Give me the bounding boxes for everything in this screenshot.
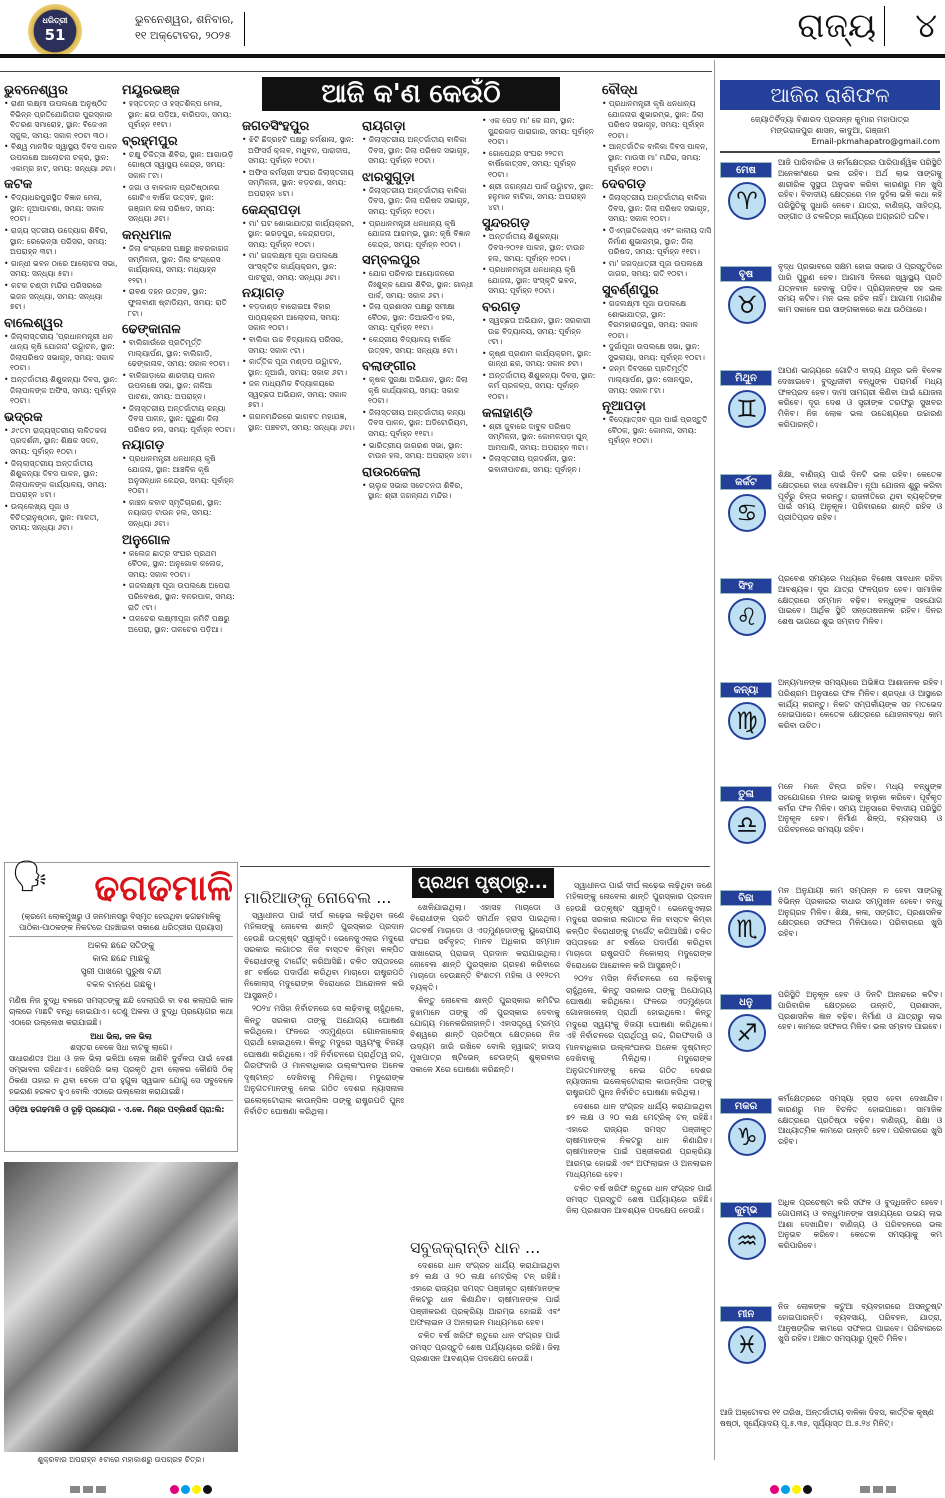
article-paragraph: ଚଳିତ ବର୍ଷ ଖରିଫ ଋତୁରେ ଧାନ ସଂଗ୍ରହ ପାଇଁ ସମସ୍ତ ପ୍ରସ୍ତୁତି ଶେଷ ପର୍ଯ୍ୟାୟରେ ରହିଛି। ଜିଲା ପ୍ରଶାସନ ଆବଶ୍ୟକ ପଦକ୍ଷେପ ନେଉଛି। — [410, 1331, 560, 1364]
sign-forecast: ମନେ ମନେ ଚିନ୍ତା ରହିବ। ମଧ୍ୟ ବନ୍ଧୁଙ୍କ ସହଯୋଗରେ ମନର ଭାରକୁ ହାଲୁକା କରିବେ। ପୂର୍ବକୃତ କର୍ମର ଫଳ ମିଳିବ। ସମୟ ଅନୁସାରେ ବିବାଦୀୟ ପରିସ୍ଥିତି ଅନୁକୂଳ ହେବ। ନିର୍ମାଣ ଶିଳ୍ପ, ବ୍ୟବସାୟ ଓ ପରିବହନରେ ସମସ୍ୟା ରହିବ। — [778, 782, 942, 835]
event-item: • ଝିଟି ଛିଦ୍ରହଟି ପକ୍ଷରୁ କର୍ମଶାଳା, ସ୍ଥାନ: ଅଫିସର୍ସ କ୍ଲବ, ମଧୁବନ, ପାରାଦୀପ, ସମୟ: ପୂର୍ବାହ୍ନ ୧୦ଟା। — [242, 135, 356, 167]
sign-forecast: ଆପଣ ଭାଗ୍ୟରେ ଗୋଟିଏ ବାଦ୍ୟ ଯନ୍ତ୍ର ଭଳି ବିବେକ ଦେଖାଇବେ। ବୁଦ୍ଧିଜୀବୀ ବନ୍ଧୁଙ୍କ ପରାମର୍ଶ ମଧ୍ୟ ଫଳପ୍ରଦ ହେବ। ଦାମୀ ସାମଗ୍ରୀ କିଣିବା ପାଇଁ ଯୋଜନା କରିବେ। ଦୂର ଦେଶ ଓ ସ୍ତ୍ରୀଙ୍କ ତରଫରୁ ସୁଖବର ମିଳିବ। ନିଜ ଲୋକ ଭଲ ଉଦ୍ଦେଶ୍ୟରେ ଉଚ୍ଚାରଣ କରିପାରନ୍ତି। — [778, 366, 942, 429]
zodiac-icon: ♐ — [728, 1014, 766, 1052]
event-item: • ମା' ଘଟ ଶୋଭାଯାତ୍ରା କାର୍ଯ୍ୟକ୍ରମ, ସ୍ଥାନ: ଭରଡ଼ପୁର, କେନ୍ଦ୍ରାପଡ଼ା, ସମୟ: ପୂର୍ବାହ୍ନ ୧୦ଟା। — [242, 219, 356, 251]
event-item: • ଜିଲାସ୍ତରୀୟ ଅନ୍ତର୍ଜାତୀୟ ବାଳିକା ଦିବସ, ସ୍ଥାନ: ଜିଲା ପରିଷଦ ସଭାଗୃହ, ସମୟ: ସକାଳ ୧୦ଟା। — [602, 193, 712, 225]
event-item: • କାର୍ତ୍ତିକ ପୂଜା ମଣ୍ଡପ ଉଦ୍ଘାଟନ, ସ୍ଥାନ: ନୂଆଗାଁ, ସମୟ: ସକାଳ ୬ଟା। — [242, 357, 356, 378]
article-paragraph: ଚଳିତ ବର୍ଷ ଖରିଫ ଋତୁରେ ଧାନ ସଂଗ୍ରହ ପାଇଁ ସମସ୍ତ ପ୍ରସ୍ତୁତି ଶେଷ ପର୍ଯ୍ୟାୟରେ ରହିଛି। ଜିଲା ପ୍ରଶାସନ ଆବଶ୍ୟକ ପଦକ୍ଷେପ ନେଉଛି। — [566, 1183, 712, 1216]
event-item: • ରାଣୀ ଲକ୍ଷ୍ମୀ ଉପଲକ୍ଷେ ଅନୁଷ୍ଠିତ ବିଭିନ୍ନ ପ୍ରତିଯୋଗିତାର ପୁରସ୍କାର ବିତରଣ ସମାରୋହ, ସ୍ଥାନ: ବିଜେଏନ ସ୍କୁଲ, ସମୟ: ସକାଳ ୧୦ଟା ୩୦। — [4, 99, 118, 141]
article-nobel-col1 — [244, 888, 404, 1458]
event-item: • ଜିଲା ପ୍ରଶାସନ ପକ୍ଷରୁ ସମୀକ୍ଷା ବୈଠକ, ସ୍ଥାନ: ଡିଆରଡିଏ ହଲ, ସମୟ: ପୂର୍ବାହ୍ନ ୧୧ଟା। — [362, 302, 476, 334]
sign-name: କୁମ୍ଭ — [720, 1202, 772, 1218]
sign-name: ମିଥୁନ — [720, 370, 772, 386]
district-heading: କେନ୍ଦ୍ରାପଡ଼ା — [242, 202, 301, 218]
sign-name: ଧନୁ — [720, 994, 772, 1010]
zodiac-icon: ♑ — [728, 1118, 766, 1156]
events-column — [362, 116, 476, 860]
proverb-body: ସାଧାରଣତଃ ଅଧା ଓ ଜଳ ଭିଲା ଭଳିଆ ଲୋକ ଜାଣିବି ଦୁର୍ବଳତା ପାଇଁ ବେଶୀ ସମ୍ଭାବନା ରହିଥାଏ। ସେହିପରି ଭଲା ପ୍ରକୃତି ଥିବା ଲୋକର କୌଣସି ଠିକ୍ ଠିକଣା ତାହାର ନ ଥିବା ବେଳେ ତା'ର ହୁଗୁଳା ସ୍ୱଭାବ ଯୋଗୁ ସେ ସବୁବେଳେ ହଇରାଣ ହରକତ ହୁଏ ବୋଲି ଏଠାରେ ଉଲ୍ଲେଖ କରାଯାଇଛି। — [9, 1054, 233, 1096]
color-registration-marks — [170, 1485, 212, 1494]
event-item: • ଜିଲ୍ଲାସ୍ତରୀୟ ଅନ୍ତର୍ଜାତୀୟ ଶିଶୁକନ୍ୟା ଦିବସ ପାଳନ, ସ୍ଥାନ: ଜିଲାପାଳଙ୍କ କାର୍ଯ୍ୟାଳୟ, ସମୟ: ଅପରାହ୍ନ ୪ଟା। — [4, 459, 118, 501]
color-registration-marks — [770, 1485, 812, 1494]
district-heading: ବ୍ରହ୍ମପୁର — [122, 133, 178, 149]
event-item: • ଜିଲାସ୍ତରୀୟ ପ୍ରଦର୍ଶନୀ, ସ୍ଥାନ: ଭବାନୀପାଟଣା, ସମୟ: ପୂର୍ବାହ୍ନ। — [482, 454, 596, 475]
article-nobel-col2 — [410, 902, 560, 1232]
horoscope-sign — [720, 158, 942, 268]
event-item: • ୬୯ତମ ରାଜ୍ୟସ୍ତରୀୟ ଲଳିତକଳା ପ୍ରଦର୍ଶନୀ, ସ୍ଥାନ: ଶିକ୍ଷକ ସଦନ, ସମୟ: ପୂର୍ବାହ୍ନ ୧୦ଟା। — [4, 426, 118, 458]
verse-line: ସ୍ତ୍ରୀ ପାଖରେ ପୁରୁଷ ବନ୍ଦୀ — [80, 967, 162, 977]
event-item: • ଜିଲ୍ଲାସ୍ତରୀୟ 'ପ୍ରଧାନମନ୍ତ୍ରୀ ଧନ ଧାନ୍ୟ କୃଷି ଯୋଜନା' ଉଦ୍ଘାଟନ, ସ୍ଥାନ: ଜିଲାପରିଷଦ ସଭାଗୃହ, ସମୟ: ସକାଳ ୧୦ଟା। — [4, 332, 118, 374]
horoscope-byline — [720, 114, 940, 147]
event-item: • ବିଦ୍ୟୋତ୍ସବ ପୂଜା ପାଇଁ ପ୍ରସ୍ତୁତି ବୈଠକ, ସ୍ଥାନ: କୋମନା, ସମୟ: ପୂର୍ବାହ୍ନ ୧୦ଟା। — [602, 415, 712, 447]
district-heading: ଭଦ୍ରକ — [4, 409, 43, 425]
proverb-heading: ଅଧା ଭିଲା, ଜଳ ଭିଲା — [90, 1032, 152, 1041]
sign-forecast: ପ୍ରବେଶ ସମୟରେ ମଧ୍ୟରେ ବିଶେଷ ସାବଧାନ ରହିବା ଆବଶ୍ୟକ। ଦୂର ଯାତ୍ରା ଫଳପ୍ରଦ ହେବ। ସାମାଜିକ କ୍ଷେତ୍ରରେ ସମ୍ମାନ ବଢ଼ିବ। ବନ୍ଧୁଙ୍କ ସହଯୋଗ ପାଇବେ। ଆର୍ଥିକ ସ୍ଥିତି ସନ୍ତୋଷଜନକ ରହିବ। ଦିନର ଶେଷ ଭାଗରେ ଶୁଭ ସମ୍ବାଦ ମିଳିବ। — [778, 574, 942, 627]
registration-bars — [860, 1486, 896, 1493]
event-item: • ଗଜଲକ୍ଷ୍ମୀ ପୂଜା ଉପଲକ୍ଷେ ଅପେରା ପରିବେଷଣ, ସ୍ଥାନ: ବନରପାଳ, ସମୟ: ରାତି ୯ଟା। — [122, 581, 236, 613]
event-item: • ଅନ୍ତର୍ଜାତୀୟ ଶିଶୁକନ୍ୟା ଦିବସ-୨୦୨୫ ପାଳନ, ସ୍ଥାନ: ଟାଉନ ହଲ, ସମୟ: ପୂର୍ବାହ୍ନ ୧୦ଟା। — [482, 232, 596, 264]
event-item: • ଜିଲାସ୍ତରୀୟ ଅନ୍ତର୍ଜାତୀୟ ବାଳିକା ଦିବସ, ସ୍ଥାନ: ଜିଲା ପରିଷଦ ସଭାଗୃହ, ସମୟ: ପୂର୍ବାହ୍ନ ୧୦ଟା। — [362, 186, 476, 218]
event-item: • ଜନ୍ମ ଦିବସରେ ପ୍ରତିମୂର୍ତ୍ତି ମାଲ୍ୟାର୍ପଣ, ସ୍ଥାନ: ସୋନପୁର, ସମୟ: ସକାଳ ୮ଟା। — [602, 364, 712, 396]
district-heading: କଳାହାଣ୍ଡି — [482, 405, 533, 421]
zodiac-icon: ♎ — [728, 806, 766, 844]
logo-text: ଧରିତ୍ରୀ — [42, 16, 68, 25]
events-column — [4, 80, 118, 860]
district-heading: ଝାରସୁଗୁଡ଼ା — [362, 169, 415, 185]
verse-line: କାଲ ଛନ୍ଦେ ମାଛକୁ — [92, 954, 150, 964]
horoscope-sign — [720, 1302, 942, 1412]
event-item: • ବଡ଼ଦାଣ୍ଡ ବାରୋଇଆ ବିହାର ପାଠ୍ୟକ୍ରମ ଆଲୋଚନା, ସମୟ: ସକାଳ ୧୦ଟା। — [242, 302, 356, 334]
horoscope-sign — [720, 782, 942, 892]
event-item: • ଗଜଲକ୍ଷ୍ମୀ ପୂଜା ଉପଲକ୍ଷେ ଶୋଭାଯାତ୍ରା, ସ୍ଥାନ: ବିରମହାରାଜପୁର, ସମୟ: ସକାଳ ୧୦ଟା। — [602, 299, 712, 341]
district-heading: ଦେବଗଡ଼ — [602, 177, 646, 193]
article-continued-col — [566, 880, 712, 1458]
district-heading: ନୟାଗଡ଼ — [122, 438, 165, 454]
event-item: • ଜିଲା କଂଗ୍ରେସ ପକ୍ଷରୁ ଖବରକାଗଜ ସମ୍ମିଳନୀ, ସ୍ଥାନ: ଜିଲା କଂଗ୍ରେସ କାର୍ଯ୍ୟାଳୟ, ସମୟ: ମଧ୍ୟାହ୍ନ ୧୨ଟା। — [122, 244, 236, 286]
proverb-subtitle: (କ୍ରମେ ଲୋକମୁଖରୁ ଓ ଜନମାନସରୁ ବିସ୍ମୃତ ହେଉଥିବା ଢଗଢମାଳିକୁ ପାଠିକା-ପାଠକଙ୍କ ନିକଟରେ ପହଞ୍ଚାଇବା ସକାଶେ ଧରିତ୍ରୀର ପ୍ରୟାସ) — [9, 911, 233, 937]
district-heading: ବୌଦ୍ଧ — [602, 83, 638, 98]
article-paragraph: କିନ୍ତୁ ନୋବେଲ ଶାନ୍ତି ପୁରସ୍କାର କମିଟିର ବୁଝାମାନେ ତାଙ୍କୁ ଏହି ପୁରସ୍କାର ଦେବାକୁ ଯୋଗ୍ୟ ମନେକରିନାହାନ୍ତି। ଏହାସତ୍ତ୍ୱେ ଟ୍ରମ୍ପ ବିଶ୍ୱରେ ଶାନ୍ତି ପ୍ରତିଷ୍ଠା କ୍ଷେତ୍ରରେ ନିଜ ଉଦ୍ୟମ ଜାରି ରଖିବେ ବୋଲି ହ୍ୱାଇଟ୍ ହାଉସ୍ ମୁଖପାତ୍ର ଷ୍ଟିଭେନ୍ ଚେଉଙ୍ଗ୍ ଶୁକ୍ରବାର ସକାଳେ Xରେ ଘୋଷଣା କରିଛନ୍ତି। — [410, 996, 560, 1074]
event-item: • ଗଗନମନ୍ଦିରରେ ଭାଗବତ ମହାଯଜ୍ଞ, ସ୍ଥାନ: ପଞ୍ଚବଟୀ, ସମୟ: ସନ୍ଧ୍ୟା ୬ଟା। — [242, 412, 356, 433]
district-heading: ରାଉରକେଲା — [362, 464, 421, 480]
event-item: • ଅନ୍ତର୍ଜାତୀୟ ଶିଶୁକନ୍ୟା ଦିବସ, ସ୍ଥାନ: ଜିଲାପାଳଙ୍କ ଅଫିସ, ସମୟ: ପୂର୍ବାହ୍ନ ୧୦ଟା। — [4, 375, 118, 407]
sign-name: ସିଂହ — [720, 578, 772, 594]
event-item: • ସ୍ୱଚ୍ଛତା ଅଭିଯାନ, ସ୍ଥାନ: ସରକାରୀ ଉଚ୍ଚ ବିଦ୍ୟାଳୟ, ସମୟ: ପୂର୍ବାହ୍ନ ୯ଟା। — [482, 316, 596, 348]
district-heading: କଟକ — [4, 177, 33, 193]
event-item: • କୃଷକ ସୁରକ୍ଷା ଅଭିଯାନ, ସ୍ଥାନ: ଜିଲା କୃଷି କାର୍ଯ୍ୟାଳୟ, ସମୟ: ସକାଳ ୧୦ଟା। — [362, 375, 476, 407]
sign-forecast: ମନ ଅନୁଯାୟୀ କାମ ସମ୍ପନ୍ନ ନ ହେବା ସାଙ୍ଗକୁ ବିଭିନ୍ନ ପ୍ରକାରର ବାଧାର ସମ୍ମୁଖୀନ ହେବେ। ବନ୍ଧୁ ଅନୁଗ୍ରହ ମିଳିବ। ଶିକ୍ଷା, କଳା, ସଙ୍ଗୀତ, ପ୍ରଶାସନିକ କ୍ଷେତ୍ରରେ ସଫଳତା ମିଳିପାରେ। ପରିବାରରେ ଖୁସି ରହିବ। — [778, 886, 942, 939]
sign-name: ମକର — [720, 1098, 772, 1114]
sign-forecast: କର୍ମକ୍ଷେତ୍ରରେ ସମସ୍ୟା ହ୍ରାସ ହେବା ଦେଖାଯିବ। କାରଣରୁ ମନ ବିଚଳିତ ହୋଇପାରେ। ସାମାଜିକ କ୍ଷେତ୍ରରେ ପ୍ରତିଷ୍ଠା ବଢ଼ିବ। ବାଣିଜ୍ୟ, ଶିକ୍ଷା ଓ ଆଧ୍ୟାତ୍ମିକ କାମରେ ଉନ୍ନତି ହେବ। ପରିବାରରେ ଖୁସି ରହିବ। — [778, 1094, 942, 1147]
event-item: • ତାଳଚେର ଲକ୍ଷ୍ମୀପୂଜା କମିଟି ପକ୍ଷରୁ ଅପେରା, ସ୍ଥାନ: ତାଳଚେର ପଡ଼ିଆ। — [122, 614, 236, 635]
zodiac-icon: ♉ — [728, 286, 766, 324]
district-heading: ମୟୂରଭଞ୍ଜ — [122, 83, 180, 98]
district-heading: ରାୟଗଡ଼ା — [362, 119, 406, 134]
event-item: • ଅଫିସ କର୍ମଚାରୀ ସଂଘର ଜିଲାସ୍ତରୀୟ ସମ୍ମିଳନୀ, ସ୍ଥାନ: ବଡ଼ଚଣା, ସମୟ: ଅପରାହ୍ନ ୪ଟା। — [242, 168, 356, 200]
article-paragraph: ସ୍ୱାଧୀନତା ପାଇଁ ଦୀର୍ଘ ଲଢ଼େଇ ଲଢ଼ିଥିବା ଜଣେ ମହିଳାଙ୍କୁ ନୋବେଲ ଶାନ୍ତି ପୁରସ୍କାର ପ୍ରଦାନ ହେଉଛି ଉତ୍କୃଷ୍ଟ ସ୍ୱୀକୃତି। ଭେନେଜୁଏଲାର ମଦୁରୋ ସରକାର ଲଗାତର ନିଜ ବାସ୍ତବ କିମ୍ବା କଳ୍ପିତ ବିରୋଧୀଙ୍କୁ ଟାର୍ଗେଟ୍ କରିଆସିଛି। ଚଳିତ ସପ୍ତାହରେ ୫୮ ବର୍ଷରେ ପଦାର୍ପଣ କରିଥିବା ମାଚାଡୋ ରାଷ୍ଟ୍ରପତି ନିକୋଲାସ୍ ମଦୁରୋଙ୍କ ବିରୋଧରେ ଆନ୍ଦୋଳନ କରି ଆସୁଛନ୍ତି। — [566, 881, 712, 970]
event-item: • କୃଷ୍ଣ ପ୍ରଣାମ କାର୍ଯ୍ୟକ୍ରମ, ସ୍ଥାନ: ଗାନ୍ଧୀ ଛକ, ସମୟ: ସକାଳ ୭ଟା। — [482, 349, 596, 370]
event-item: • ଗାନ୍ଧୀ ଭବନ ଠାରେ ଆଲୋଚନା ସଭା, ସମୟ: ସନ୍ଧ୍ୟା ୫ଟା। — [4, 259, 118, 280]
author: ଜ୍ୟୋତିର୍ବିଦ୍ୟା ବିଶାରଦ ପ୍ରସନ୍ନ କୁମାର ମହାପାତ୍ର — [750, 115, 910, 124]
event-item: • ବାଲିକା ଉଚ୍ଚ ବିଦ୍ୟାଳୟ ପରିସର, ସମୟ: ସକାଳ ୯ଟା। — [242, 335, 356, 356]
sign-name: ତୁଳା — [720, 786, 772, 802]
article-paragraph: ୨୦୨୪ ମସିହା ନିର୍ବାଚନରେ ସେ ଲଢ଼ିବାକୁ ଚାହୁଁଥିଲେ, କିନ୍ତୁ ସରକାର ତାଙ୍କୁ ଅଯୋଗ୍ୟ ଘୋଷଣା କରିଥିଲେ। ଫଳରେ ଏଡ୍ମୁଣ୍ଡୋ ଗୋନଜାଲେଜ୍ ପ୍ରାର୍ଥୀ ହୋଇଥିଲେ। କିନ୍ତୁ ମଦୁରୋ ସ୍ୱୟଂକୁ ବିଜୟୀ ଘୋଷଣା କରିଥିଲେ। ଏହି ନିର୍ବାଚନରେ ପ୍ରାର୍ଥିତ୍ୱ ରଦ୍ଦ, ଗିରଫଦାରି ଓ ମାନବାଧିକାର ଉଲ୍ଲଂଘନର ଅନେକ ଦୃଷ୍ଟାନ୍ତ ଦେଖିବାକୁ ମିଳିଥିଲା। ମଦୁରୋଙ୍କ ଅନୁଗତମାନଙ୍କୁ ନେଇ ଗଠିତ ଦେଶର ନ୍ୟାସନାଲ ଇଲେକ୍ଟୋରାଲ କାଉନ୍‌ସିଲ ତାଙ୍କୁ ରାଷ୍ଟ୍ରପତି ପୁନଃ ନିର୍ବାଚିତ ଘୋଷଣା କରିଥିଲା। — [244, 1004, 404, 1116]
district-heading: ନୟାଗଡ଼ — [242, 286, 285, 302]
sign-forecast: ଆଜି ପାରିବାରିକ ଓ କର୍ମକ୍ଷେତ୍ରର ପାରିପାର୍ଶ୍ୱିକ ପରିସ୍ଥିତି ଅନେକାଂଶରେ ଭଲ ରହିବ। ଅର୍ଥ ଲାଭ ସାଙ୍ଗକୁ ଶାରୀରିକ ସୁସ୍ଥତା ଅନୁଭବ କରିବା କାରଣରୁ ମନ ଖୁସି ରହିବ। ବିବାଦୀୟ କ୍ଷେତ୍ରରେ ମନ ଦୁହଁଳା ଭଳି କଥା କହି ପରିସ୍ଥିତିକୁ ସୁଧାରି ନେବେ। ଯାତ୍ରା, ବାଣିଜ୍ୟ, ସାହିତ୍ୟ, ସଙ୍ଗୀତ ଓ ଚଳଚ୍ଚିତ୍ର କାର୍ଯ୍ୟରେ ଅଗ୍ରଗତି ଘଟିବ। — [778, 158, 942, 221]
district-heading: ସୁନ୍ଦରଗଡ଼ — [482, 216, 530, 232]
dateline-place-day: ଭୁବନେଶ୍ୱର, ଶନିବାର, — [135, 13, 234, 26]
sign-name: ମେଷ — [720, 162, 772, 178]
event-item: • ଜଗା ଓ ବାଳକାଳ ପ୍ରତିଷ୍ଠାନର ଗୋଟିଏ ବାର୍ଷିକ ଉତ୍ସବ, ସ୍ଥାନ: ଗଞ୍ଜାମ କଳା ପରିଷଦ, ସମୟ: ସନ୍ଧ୍ୟା ୬ଟା। — [122, 183, 236, 225]
event-item: • ପ୍ରଧାନମନ୍ତ୍ରୀ ଧନଧାନ୍ୟ କୃଷି ଯୋଜନା, ସ୍ଥାନ: ସଂସ୍କୃତି ଭବନ, ସମୟ: ପୂର୍ବାହ୍ନ ୧୦ଟା। — [482, 265, 596, 297]
article-paragraph: ୨୦୨୪ ମସିହା ନିର୍ବାଚନରେ ସେ ଲଢ଼ିବାକୁ ଚାହୁଁଥିଲେ, କିନ୍ତୁ ସରକାର ତାଙ୍କୁ ଅଯୋଗ୍ୟ ଘୋଷଣା କରିଥିଲେ। ଫଳରେ ଏଡ୍ମୁଣ୍ଡୋ ଗୋନଜାଲେଜ୍ ପ୍ରାର୍ଥୀ ହୋଇଥିଲେ। କିନ୍ତୁ ମଦୁରୋ ସ୍ୱୟଂକୁ ବିଜୟୀ ଘୋଷଣା କରିଥିଲେ। ଏହି ନିର୍ବାଚନରେ ପ୍ରାର୍ଥିତ୍ୱ ରଦ୍ଦ, ଗିରଫଦାରି ଓ ମାନବାଧିକାର ଉଲ୍ଲଂଘନର ଅନେକ ଦୃଷ୍ଟାନ୍ତ ଦେଖିବାକୁ ମିଳିଥିଲା। ମଦୁରୋଙ୍କ ଅନୁଗତମାନଙ୍କୁ ନେଇ ଗଠିତ ଦେଶର ନ୍ୟାସନାଲ ଇଲେକ୍ଟୋରାଲ କାଉନ୍‌ସିଲ ତାଙ୍କୁ ରାଷ୍ଟ୍ରପତି ପୁନଃ ନିର୍ବାଚିତ ଘୋଷଣା କରିଥିଲା। — [566, 974, 712, 1098]
sign-forecast: ବୃଦ୍ଧ ପ୍ରଭାବରେ ସକ୍ଷମ ହୋଇ ସଭାର ଓ ପ୍ରସ୍ତୁତିରେ ପାରି ପୁରୁଣ ହେବ। ଆଗାମୀ ଦିନରେ ସ୍ୱାସ୍ଥ୍ୟ ପ୍ରତି ଯତ୍ନବାନ ହେବାକୁ ପଡ଼ିବ। ପ୍ରିୟଜନଙ୍କ ସହ ଭଲ ସମୟ କଟିବ। ମନ ଭଲ ରହିବ ନାହିଁ। ଆଗାମୀ ମାଗଣିକ କାମ ସକାଳେ ଘର ସାଙ୍ଗକାଳରେ କଥା ଉଠିପାରେ। — [778, 262, 942, 315]
zodiac-icon: ♓ — [728, 1326, 766, 1364]
event-item: • କଲେଜ ଛାତ୍ର ସଂଘର ପ୍ରଥମ ବୈଠକ, ସ୍ଥାନ: ଅନୁଗୋଳ କଲେଜ, ସମୟ: ସକାଳ ୧୦ଟା। — [122, 549, 236, 581]
zodiac-icon: ♊ — [728, 390, 766, 428]
sign-name: କନ୍ୟା — [720, 682, 772, 698]
event-item: • ବିଦ୍ୟାଧରପୁରସ୍ଥିତ ବିଜ୍ଞାନ ମେଳା, ସ୍ଥାନ: ନୂଆପାଟଣା, ସମୟ: ସକାଳ ୧୦ଟା। — [4, 193, 118, 225]
event-item: • କାଞ୍ଚନ କବାଟ ସ୍ମୃତିଚାରଣ, ସ୍ଥାନ: ନୟାଗଡ଼ ଟାଉନ ହଲ, ସମୟ: ସନ୍ଧ୍ୟା ୬ଟା। — [122, 498, 236, 530]
proverb-credit: ଓଡ଼ିଆ ଢଗଢମାଳି ଓ ରୂଢ଼ି ପ୍ରୟୋଗ - ଏ.କେ. ମିଶ୍ର ପବ୍ଲିଶର୍ସ ପ୍ରା:ଲି: — [9, 1100, 233, 1115]
event-item: • କେନ୍ଦ୍ରୀୟ ବିଦ୍ୟାଳୟ ବାର୍ଷିକ ଉତ୍ସବ, ସମୟ: ସନ୍ଧ୍ୟା ୫ଟା। — [362, 335, 476, 356]
event-item: • ଶ୍ରୀ ଜଗନ୍ନାଥ ପାର୍କ ଉଦ୍ଘାଟନ, ସ୍ଥାନ: ହନୁମାନ ବାଟିକା, ସମୟ: ଅପରାହ୍ନ ୪ଟା। — [482, 182, 596, 214]
article-paragraph: ଖେଳିଯାଇଥିଲା। ଏହାସହ ମାଚାଡୋ ଓ ବିରୋଧୀଙ୍କ ପ୍ରତି ସମର୍ଥନ ହ୍ରାସ ପାଇଥିଲା। ଗତବର୍ଷ ମାଚାଡୋ ଓ ଏଡ୍ମୁଣ୍ଡୋଙ୍କୁ ୟୁରୋପୀୟ ସଂଘର ସର୍ବବୃହତ୍ ମାନବ ଅଧିକାର ସମ୍ମାନ ସାଖାରୋଭ୍ ପ୍ରାଇଜ୍ ପ୍ରଦାନ କରାଯାଇଥିଲା। ନୋବେଲ ଶାନ୍ତି ପୁରସ୍କାର ଗ୍ରହଣ କରିବାରେ ମାଚାଡୋ ହେଉଛନ୍ତି ବିଂଶତମ ମହିଳା ଓ ୧୧୨ତମ ବ୍ୟକ୍ତି। — [410, 903, 560, 992]
event-item: • ଜଳ ମାଧ୍ୟମିକ ବିଦ୍ୟାଳୟରେ ସ୍ୱଚ୍ଛତା ଅଭିଯାନ, ସମୟ: ସକାଳ ୭ଟା। — [242, 379, 356, 411]
event-item: • ଜିଲାସ୍ତରୀୟ ଅନ୍ତର୍ଜାତୀୟ କନ୍ୟା ଦିବସ ପାଳନ, ସ୍ଥାନ: ପୁରୁଣା ଜିଲା ପରିଷଦ ହଲ, ସମୟ: ପୂର୍ବାହ୍ନ ୧୦ଟା। — [122, 404, 236, 436]
district-heading: ବରଗଡ଼ — [482, 299, 521, 315]
proverb-title: ଢଗଢମାଳି — [94, 868, 233, 909]
proverb-verse — [9, 940, 233, 992]
event-item: • ଏକ ପେଡ଼ ମା' କେ ନାମ, ସ୍ଥାନ: ସୁନ୍ଦରଗଡ଼ ପାରାଗାର, ସମୟ: ପୂର୍ବାହ୍ନ ୧୦ଟା। — [482, 116, 596, 148]
sign-name: କର୍କଟ — [720, 474, 772, 490]
horoscope-sign — [720, 886, 942, 996]
event-item: • ଦୁର୍ଗାପୂଜା ଉପଲକ୍ଷେ ସଭା, ସ୍ଥାନ: ସୁଭଲାୟା, ସମୟ: ପୂର୍ବାହ୍ନ ୧୦ଟା। — [602, 342, 712, 363]
district-heading: ସମ୍ବଲପୁର — [362, 253, 420, 269]
almanac-note: ଆଜି ଅକ୍ଟୋବର ୧୧ ତାରିଖ, ଅନ୍ତର୍ଜାତୀୟ ବାଳିକା ଦିବସ, କାର୍ତ୍ତିକ କୃଷ୍ଣ ଷଷ୍ଠୀ, ସୂର୍ଯ୍ୟୋଦୟ ପୂ.୫.୩୫, ସୂର୍ଯ୍ୟାସ୍ତ ଅ.୫.୨୪ ମିନିଟ୍। — [720, 1408, 934, 1428]
event-item: • ବିଶ୍ୱ ମାନସିକ ସ୍ୱାସ୍ଥ୍ୟ ଦିବସ ପାଳନ ଉପଲକ୍ଷେ ଆଲୋଚନା ଚକ୍ର, ସ୍ଥାନ: ଏକାମ୍ର ହାଟ, ସମୟ: ସନ୍ଧ୍ୟା ୬ଟା। — [4, 142, 118, 174]
event-item: • ପ୍ରଧାନମନ୍ତ୍ରୀ ଧନଧାନ୍ୟ କୃଷି ଯୋଜନା ଆରମ୍ଭ, ସ୍ଥାନ: କୃଷି ବିଜ୍ଞାନ କେନ୍ଦ୍ର, ସମୟ: ପୂର୍ବାହ୍ନ ୧୦ଟା। — [362, 219, 476, 251]
masthead — [0, 0, 945, 58]
district-heading: ଅନୁଗୋଳ — [122, 532, 171, 548]
sign-forecast: ନିଜ ଲୋକଙ୍କ କଟୁଆ ବ୍ୟବହାରରେ ଅସନ୍ତୁଷ୍ଟ ହୋଇପାରନ୍ତି। ବ୍ୟବସାୟ, ପରିବହନ, ଯାତ୍ରା, ଆନୁଷଙ୍ଗିକ କାମରେ ସଫଳତା ପାଇବେ। ପରିବାରରେ ଖୁସି ରହିବ। ଅଜ୍ଞାତ ସମସ୍ୟାରୁ ମୁକ୍ତି ମିଳିବ। — [778, 1302, 942, 1344]
page-number: ୪ — [915, 6, 937, 46]
zodiac-icon: ♋ — [728, 494, 766, 532]
verse-line: ଅକଲ ଛନ୍ଦେ ସତିଙ୍କୁ — [87, 941, 155, 951]
column-divider — [714, 60, 715, 1460]
horoscope-sign — [720, 574, 942, 684]
event-item: • ଡିଏମ୍ଇତିରେଖ୍ୟ ଏବଂ କାଳୀୟ ଦାସି ନିର୍ମାଣ ଶୁଭାରମ୍ଭ, ସ୍ଥାନ: ଜିଲା ପରିଷଦ, ସମୟ: ପୂର୍ବାହ୍ନ ୧୧ଟା। — [602, 226, 712, 258]
horoscope-sign — [720, 1198, 942, 1308]
event-item: • ପ୍ରଧାନମନ୍ତ୍ରୀ କୃଷି ଧନଧାନ୍ୟ ଯୋଜନାର ଶୁଭାରମ୍ଭ, ସ୍ଥାନ: ଜିଲା ପରିଷଦ ସଭାଗୃହ, ସମୟ: ପୂର୍ବାହ୍ନ ୧୦ଟା। — [602, 99, 712, 141]
events-column — [122, 80, 236, 860]
zodiac-icon: ♌ — [728, 598, 766, 636]
zodiac-icon: ♍ — [728, 702, 766, 740]
divider — [0, 71, 712, 72]
article-headline: ସବୁଜକ୍ରାନ୍ତି ଧାନ ... — [410, 1238, 541, 1257]
event-item: • ଗୋପେନ୍ଦ୍ର ସଂଘର ୨୨ତମ ବାର୍ଷିକୋତ୍ସବ, ସମୟ: ପୂର୍ବାହ୍ନ ୧୦ଟା। — [482, 149, 596, 181]
zodiac-icon: ♒ — [728, 1222, 766, 1260]
event-item: • ଭାରିତ୍ରୀୟ ଜାଗରଣ ସଭା, ସ୍ଥାନ: ଟାଉନ ହଲ, ସମୟ: ଅପରାହ୍ନ ୪ଟା। — [362, 441, 476, 462]
cartoon-faces-icon: 🗣 — [11, 859, 50, 894]
event-item: • ରାଜ୍ୟ ସ୍ତରୀୟ ଉଦ୍ୟୋଗ ଶିବିର, ସ୍ଥାନ: ରେଭେନ୍ସା ପରିସର, ସମୟ: ଅପରାହ୍ନ ୩ଟା। — [4, 226, 118, 258]
horoscope-sign — [720, 990, 942, 1100]
dateline-date: ୧୧ ଅକ୍ଟୋବର, ୨୦୨୫ — [135, 29, 232, 42]
horoscope-title: ଆଜିର ରାଶିଫଳ — [720, 80, 940, 110]
satellite-caption: ଶୁକ୍ରବାର ଅପରାହ୍ନ ୫ଟାରେ ମହାକାଶରୁ ଉପଗ୍ରହ ଚିତ୍ର। — [37, 1455, 205, 1464]
registration-bars — [70, 1486, 106, 1493]
sign-name: ବିଛା — [720, 890, 772, 906]
event-item: • ଆନ୍ତର୍ଜାତିକ ବାଳିକା ଦିବସ ପାଳନ, ସ୍ଥାନ: ମାଉସୀ ମା' ମନ୍ଦିର, ସମୟ: ପୂର୍ବାହ୍ନ ୧୦ଟା। — [602, 142, 712, 174]
article-headline: ମାରିଆଙ୍କୁ ନୋବେଲ ... — [244, 888, 392, 907]
sign-forecast: ଅନ୍ୟମାନଙ୍କ ସମସ୍ୟାରେ ଅଭିଜ୍ଞତା ଆଶାଜନକ ରହିବ। ପରିଶ୍ରମ ଅନୁସାରେ ଫଳ ମିଳିବ। ଶ୍ରଦ୍ଧା ଓ ଆସ୍ଥାରେ କାର୍ଯ୍ୟ କରନ୍ତୁ। ନିକଟ ସମ୍ପର୍କୀୟଙ୍କ ସହ ମତଭେଦ ହୋଇପାରେ। କେତେକ କ୍ଷେତ୍ରରେ ଯୋଜନାବଦ୍ଧ କାମ କରିବା ଉଚିତ। — [778, 678, 942, 731]
email: Email-pkmahapatro@gmail.com — [811, 137, 940, 146]
sign-forecast: ଅଧିକ ପ୍ରଚେଷ୍ଟା କରି ସଫଳ ଓ ବୁଦ୍ଧିଜନିତ ହେବେ। ଗୋପନୀୟ ଓ ବନ୍ଧୁମାନଙ୍କ ସାହାଯ୍ୟରେ ଉଭୟ ଲାଭ ଆଶା ଦେଖାଯିବ। ବାଣିଜ୍ୟ ଓ ପରିବହନରେ ଭଲ ଅନୁଭବ କରିବେ। କେତେକ ସମସ୍ୟାକୁ କମ କରିପାରିବେ। — [778, 1198, 942, 1251]
proverb-heading: ଶସ୍ତର ବେକେ ସିଧା ବାଟକୁ ଲାଗେ। — [70, 1043, 172, 1052]
event-item: • ହସ୍ତତନ୍ତ ଓ ହସ୍ତଶିଳ୍ପ ମେଳା, ସ୍ଥାନ: ଛଉ ପଡ଼ିଆ, ବାରିପଦା, ସମୟ: ପୂର୍ବାହ୍ନ ୧୧ଟା। — [122, 99, 236, 131]
district-heading: ନୂଆପଡ଼ା — [602, 399, 646, 415]
event-item: • ମା' ଜଗଦ୍ଧାତ୍ରୀ ପୂଜା ଉପଲକ୍ଷେ ଜାଗର, ସମୟ: ରାତି ୧୦ଟା। — [602, 259, 712, 280]
events-column — [242, 116, 356, 860]
event-item: • ଯୋଗ ପରିବାର ଆୟୋଜନରେ ନିଃଶୁଳ୍କ ଯୋଗ ଶିବିର, ସ୍ଥାନ: ଗାନ୍ଧୀ ପାର୍କ, ସମୟ: ସକାଳ ୬ଟା। — [362, 269, 476, 301]
sign-forecast: ପରିସ୍ଥିତି ଅନୁକୂଳ ହେବ ଓ ଦିନଟି ଆନନ୍ଦରେ କଟିବ। ପାରିବାରିକ କ୍ଷେତ୍ରରେ ଉନ୍ନତି, ପ୍ରଶାସନ, ପ୍ରଶାସନିକ ଜ୍ଞାନ ବଢ଼ିବ। ନିର୍ମାଣ ଓ ଯାତ୍ରାରୁ ଲାଭ ହେବ। କାମରେ ସଫଳତା ମିଳିବ। ଭଲ ସମ୍ବାଦ ପାଇବେ। — [778, 990, 942, 1032]
horoscope-sign — [720, 1094, 942, 1204]
divider — [240, 866, 710, 867]
event-item: • ଉଲ୍ଲେଖ୍ୟ ପୂଜା ଓ ବିଚିତ୍ରାନୁଷ୍ଠାନ, ସ୍ଥାନ: ମାଳତୀ, ସମୟ: ସନ୍ଧ୍ୟା ୬ଟା। — [4, 502, 118, 534]
sign-name: ମୀନ — [720, 1306, 772, 1322]
divider — [720, 151, 940, 153]
district-heading: ଜଗତସିଂହପୁର — [242, 119, 310, 134]
events-banner: ଆଜି କ'ଣ କେଉଁଠି — [262, 77, 560, 111]
district-heading: କନ୍ଧମାଳ — [122, 227, 172, 243]
proverb-body: ମଣିଷ ନିଜ ବୁଦ୍ଧି ବଳରେ ସମସ୍ତଙ୍କୁ ଛନ୍ଦି ଦେଲାପରି ବା ବଶ କଲାପରି କାଳ ଚାଲରେ ମାଛଟି ବନ୍ଧି ହୋଇଯାଏ। ତେଣୁ ଅକଲ ଓ ବୁଦ୍ଧି ପ୍ରୟୋଗର କଥା ଏଠାରେ ଉଲ୍ଲେଖ କରାଯାଇଛି। — [9, 996, 233, 1027]
events-column — [482, 116, 596, 860]
address: ମଙ୍ଗରାଜପୁର ଶାସନ, କାଦୁଆ, ଗଞ୍ଜାମ — [770, 126, 890, 135]
article-paragraph: ଦେଶରେ ଧାନ ସଂଗ୍ରହ ଧାର୍ଯ୍ୟ କରାଯାଇଥିବା ୭୨ ଲକ୍ଷ ଓ ୨୦ ଲକ୍ଷ ମେଟ୍ରିକ୍ ଟନ୍ ରହିଛି। ଏହାରେ ରାଜ୍ୟର ସମସ୍ତ ପଞ୍ଜୀକୃତ ଚାଷୀମାନଙ୍କ ନିକଟରୁ ଧାନ କିଣାଯିବ। ଚାଷୀମାନଙ୍କ ପାଇଁ ପଞ୍ଜୀକରଣ ପ୍ରକ୍ରିୟା ଆରମ୍ଭ ହୋଇଛି ଏବଂ ଅଫଲାଇନ ଓ ଅନଲାଇନ ମାଧ୍ୟମରେ ହେବ। — [410, 1261, 560, 1328]
event-item: • ପ୍ରଧାନମନ୍ତ୍ରୀ ଧନଧାନ୍ୟ କୃଷି ଯୋଜନା, ସ୍ଥାନ: ଆଞ୍ଚଳିକ କୃଷି ଅନୁସନ୍ଧାନ କେନ୍ଦ୍ର, ସମୟ: ପୂର୍ବାହ୍ନ ୧୦ଟା। — [122, 454, 236, 496]
article-paragraph: ଦେଶରେ ଧାନ ସଂଗ୍ରହ ଧାର୍ଯ୍ୟ କରାଯାଇଥିବା ୭୨ ଲକ୍ଷ ଓ ୨୦ ଲକ୍ଷ ମେଟ୍ରିକ୍ ଟନ୍ ରହିଛି। ଏହାରେ ରାଜ୍ୟର ସମସ୍ତ ପଞ୍ଜୀକୃତ ଚାଷୀମାନଙ୍କ ନିକଟରୁ ଧାନ କିଣାଯିବ। ଚାଷୀମାନଙ୍କ ପାଇଁ ପଞ୍ଜୀକରଣ ପ୍ରକ୍ରିୟା ଆରମ୍ଭ ହୋଇଛି ଏବଂ ଅଫଲାଇନ ଓ ଅନଲାଇନ ମାଧ୍ୟମରେ ହେବ। — [566, 1101, 712, 1180]
zodiac-icon: ♈ — [728, 182, 766, 220]
district-heading: ବାଲେଶ୍ୱର — [4, 315, 63, 331]
district-heading: ଭୁବନେଶ୍ୱର — [4, 83, 68, 98]
verse-line: ବକଳ ବାନ୍ଧେ ଗଛକୁ। — [86, 980, 156, 990]
district-heading: ବଲାଙ୍ଗୀର — [362, 359, 416, 375]
article-paddy — [410, 1238, 560, 1458]
horoscope-sign — [720, 366, 942, 476]
district-heading: ସୁବର୍ଣ୍ଣପୁର — [602, 282, 659, 298]
event-item: • ଅନ୍ତର୍ଜାତୀୟ ଶିଶୁକନ୍ୟା ଦିବସ, ସ୍ଥାନ: କର୍ମ ପ୍ରକଳ୍ପ, ସମୟ: ପୂର୍ବାହ୍ନ ୧୦ଟା। — [482, 371, 596, 403]
satellite-image — [4, 1162, 238, 1452]
event-item: • ଶ୍ରୀ ଜୁବାରେ ଦାବୁଳ ପରିଷଦ ସମ୍ମିଳନୀ, ସ୍ଥାନ: କୋମଳପଡ଼ା ଘୁନ୍ ଆମପାଲି, ସମୟ: ଅପରାହ୍ନ ୩ଟା। — [482, 422, 596, 454]
logo-number: 51 — [44, 26, 66, 44]
events-column — [602, 80, 712, 860]
event-item: • ଚକ୍ଷୁ ଚିକିତ୍ସା ଶିବିର, ସ୍ଥାନ: ଆଗାଉଡ଼ି ଗୋଷ୍ଠୀ ସ୍ୱାସ୍ଥ୍ୟ କେନ୍ଦ୍ର, ସମୟ: ସକାଳ ୮ଟା। — [122, 150, 236, 182]
zodiac-icon: ♏ — [728, 910, 766, 948]
event-item: • ଜିଲାସ୍ତରୀୟ ଅନ୍ତର୍ଜାତୀୟ କନ୍ୟା ଦିବସ ପାଳନ, ସ୍ଥାନ: ଅଡିଟୋରିୟମ, ସମୟ: ପୂର୍ବାହ୍ନ ୧୧ଟା। — [362, 408, 476, 440]
article-paragraph: ସ୍ୱାଧୀନତା ପାଇଁ ଦୀର୍ଘ ଲଢ଼େଇ ଲଢ଼ିଥିବା ଜଣେ ମହିଳାଙ୍କୁ ନୋବେଲ ଶାନ୍ତି ପୁରସ୍କାର ପ୍ରଦାନ ହେଉଛି ଉତ୍କୃଷ୍ଟ ସ୍ୱୀକୃତି। ଭେନେଜୁଏଲାର ମଦୁରୋ ସରକାର ଲଗାତର ନିଜ ବାସ୍ତବ କିମ୍ବା କଳ୍ପିତ ବିରୋଧୀଙ୍କୁ ଟାର୍ଗେଟ୍ କରିଆସିଛି। ଚଳିତ ସପ୍ତାହରେ ୫୮ ବର୍ଷରେ ପଦାର୍ପଣ କରିଥିବା ମାଚାଡୋ ରାଷ୍ଟ୍ରପତି ନିକୋଲାସ୍ ମଦୁରୋଙ୍କ ବିରୋଧରେ ଆନ୍ଦୋଳନ କରି ଆସୁଛନ୍ତି। — [244, 911, 404, 1000]
proverb-box — [4, 859, 238, 1152]
event-item: • କଟକ ଚଣ୍ଡୀ ମନ୍ଦିର ପରିସରରେ ଭଜନ ସନ୍ଧ୍ୟା, ସମୟ: ସନ୍ଧ୍ୟା ୭ଟା। — [4, 281, 118, 313]
horoscope-sign — [720, 262, 942, 372]
event-item: • ଚାଲୁକ ସଭାର ସଚେତନତା ଶିବିର, ସ୍ଥାନ: ଶ୍ରୀ ଜଗନ୍ନାଥ ମନ୍ଦିର। — [362, 481, 476, 502]
district-heading: ଢେଙ୍କାନାଳ — [122, 322, 181, 338]
event-item: • ରାବଣ ଦହନ ଉତ୍ସବ, ସ୍ଥାନ: ଫୁଲବାଣୀ ଷ୍ଟାଡିୟମ, ସମୟ: ରାତି ୮ଟା। — [122, 287, 236, 319]
dateline — [135, 12, 245, 46]
front-page-continuation-label: ପ୍ରଥମ ପୃଷ୍ଠାରୁ... — [412, 868, 554, 898]
event-item: • ଜିଲାସ୍ତରୀୟ ଅନ୍ତର୍ଜାତୀୟ ବାଳିକା ଦିବସ, ସ୍ଥାନ: ଜିଲା ପରିଷଦ ସଭାଗୃହ, ସମୟ: ପୂର୍ବାହ୍ନ ୧୦ଟା। — [362, 135, 476, 167]
horoscope-sign — [720, 678, 942, 788]
newspaper-logo — [28, 4, 82, 58]
sign-name: ବୃଷ — [720, 266, 772, 282]
divider — [0, 54, 945, 58]
event-item: • ବାଳିଗାଡ଼ାରେ ଶାରଦୀୟ ପାଳନ ଉପଲକ୍ଷେ ସଭା, ସ୍ଥାନ: ନାଳିଆ ପାଟଣା, ସମୟ: ଅପରାହ୍ନ। — [122, 371, 236, 403]
event-item: • ମା' ଗଜଲକ୍ଷ୍ମୀ ପୂଜା ଉପଲକ୍ଷେ ସାଂସ୍କୃତିକ କାର୍ଯ୍ୟକ୍ରମ, ସ୍ଥାନ: ପାଟକୁରା, ସମୟ: ସନ୍ଧ୍ୟା ୬ଟା। — [242, 251, 356, 283]
event-item: • ବାଲିଗାଉଁରେ ପ୍ରତିମୂର୍ତ୍ତି ମାଲ୍ୟାର୍ପଣ, ସ୍ଥାନ: ବାଲିଗାଡ଼ି, ଢେଙ୍କାନାଳ, ସମୟ: ସକାଳ ୧୦ଟା। — [122, 338, 236, 370]
page-section-name: ରାଜ୍ୟ — [797, 6, 885, 46]
sign-forecast: ଶିକ୍ଷା, ବାଣିଜ୍ୟ ପାଇଁ ଦିନଟି ଭଲ ରହିବ। କେତେକ କ୍ଷେତ୍ରରେ ବାଧା ଦେଖାଯିବ। ନୂଆ ଯୋଜନା ଶୁରୁ କରିବା ପୂର୍ବରୁ ଚିନ୍ତା କରନ୍ତୁ। ରାଜନୀତିରେ ଥିବା ବ୍ୟକ୍ତିଙ୍କ ପାଇଁ ସମୟ ଅନୁକୂଳ। ପରିବାରରେ ଶାନ୍ତି ରହିବ ଓ ପ୍ରୀତିପ୍ରଦ ରହିବ। — [778, 470, 942, 523]
horoscope-sign — [720, 470, 942, 580]
